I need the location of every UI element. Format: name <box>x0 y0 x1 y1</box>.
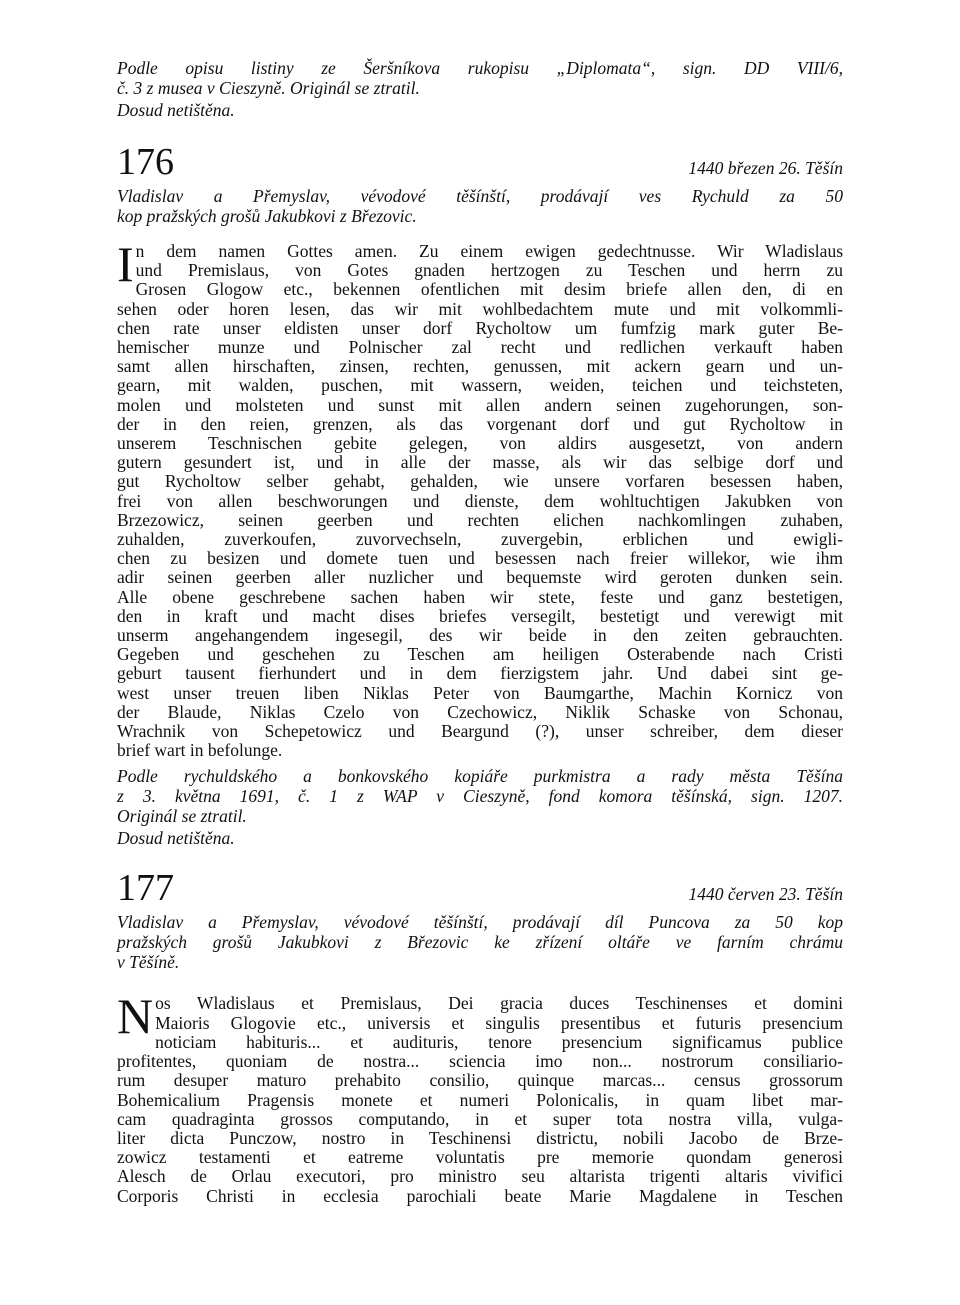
drop-cap: N <box>117 988 154 1045</box>
doc-176-heading <box>117 142 843 182</box>
text-line: unserem Teschnischen gebite gelegen, von aldirs ausgesetzt, von andern <box>117 433 843 454</box>
text-line: liter dicta Punczow, nostro in Teschinensi districtu, nobili Jacobo de Brze- <box>117 1127 843 1148</box>
print-status: Dosud netištěna. <box>117 828 235 849</box>
text-line: n dem namen Gottes amen. Zu einem ewigen gedechtnusse. Wir Wladislaus <box>135 241 843 261</box>
regest-line: kop pražských grošů Jakubkovi z Březovic. <box>117 206 417 226</box>
text-line: Maioris Glogovie etc., universis et singulis presentibus et futuris presencium <box>155 1012 843 1033</box>
text-line: Wrachnik von Schepetowicz und Beargund (?), unser schreiber, dem dieser <box>117 721 843 742</box>
text-line: Podle rychuldského a bonkovského kopiáře purkmistra a rady města Těšína <box>117 766 843 787</box>
text-line: unserm angehangendem ingesegil, des wir beide in den zeiten gebrauchten. <box>117 625 843 646</box>
doc-date: 1440 březen 26. Těšín <box>688 158 843 178</box>
document-page <box>117 58 843 1206</box>
doc-177-regest <box>117 912 843 972</box>
text-line: rum desuper maturo prehabito consilio, quinque marcas... census grossorum <box>117 1070 843 1091</box>
text-line: und Premislaus, von Gotes gnaden hertzogen zu Teschen und herrn zu <box>135 260 843 281</box>
text-line: Brzezowicz, seinen geerben und rechten elichen nachkomlingen zuhaben, <box>117 509 843 530</box>
text-line: geburt tausent fierhundert und in dem fierzigstem jahr. Und dabei sint ge- <box>117 663 843 684</box>
doc-177-heading <box>117 868 843 908</box>
text-line: chen zu besizen und domete tuen und besessen nach freier willekor, wie ihm <box>117 548 843 569</box>
text-line: brief wart in befolunge. <box>117 740 283 761</box>
text-line: den in kraft und macht dises briefes versegilt, bestetigt und verewigt mit <box>117 605 843 626</box>
text-line: profitentes, quoniam de nostra... sciencia imo non... nostrorum consiliario- <box>117 1051 843 1072</box>
text-line: z 3. května 1691, č. 1 z WAP v Cieszyně, fond komora těšínská, sign. 1207. <box>117 786 843 807</box>
doc-number: 176 <box>117 141 174 183</box>
regest-line: Vladislav a Přemyslav, vévodové těšínští, prodávají ves Rychuld za 50 <box>117 186 843 206</box>
text-line: Originál se ztratil. <box>117 806 247 827</box>
text-line: adir seinen geerben aller nuzlicher und bequemste wird geroten dunken sein. <box>117 567 843 588</box>
text-line: Alesch de Orlau executori, pro ministro seu altarista trigenti altaris vivifici <box>117 1166 843 1187</box>
text-line: Gegeben und geschehen zu Teschen am heiligen Osterabende nach Cristi <box>117 644 843 665</box>
drop-cap: I <box>117 236 134 292</box>
text-line: gut Rycholtow selber gehabt, gehalden, wie unsere vorfaren besessen haben, <box>117 471 843 492</box>
text-line: samt allen hirschaften, zinsen, rechten, genussen, mit ackern gearn und un- <box>117 356 843 377</box>
text-line: noticiam habituris... et audituris, tenore presencium significamus publice <box>155 1031 843 1052</box>
text-line: Corporis Christi in ecclesia parochiali beate Marie Magdalene in Teschen <box>117 1185 843 1206</box>
doc-177-text <box>117 988 843 1206</box>
text-line: v Těšíně. <box>117 952 180 973</box>
text-line: frei von allen beschworungen und dienste, dem wohltuchtigen Jakubken von <box>117 490 843 511</box>
doc-number: 177 <box>117 867 174 910</box>
doc-176-source-note <box>117 766 843 826</box>
text-line: Grosen Glogow etc., bekennen ofentlichen mit desim briefe allen den, di en <box>135 279 843 300</box>
text-line: hemischer munze und Polnischer zal recht und redlichen verkauft haben <box>117 337 843 358</box>
text-line: der in den reien, grenzen, als das vorgenant dorf und gut Rycholtow in <box>117 413 843 434</box>
text-line: pražských grošů Jakubkovi z Březovic ke zřízení oltáře ve farním chrámu <box>117 932 843 953</box>
top-source-note <box>117 58 843 98</box>
text-line: der Blaude, Niklas Czelo von Czechowicz, Niklik Schaske von Schonau, <box>117 701 843 722</box>
text-line: molen und molsteten und sunst mit allen andern seinen zugehorungen, son- <box>117 394 843 415</box>
text-line: os Wladislaus et Premislaus, Dei gracia duces Teschinenses et domini <box>155 993 843 1014</box>
note-line: Podle opisu listiny ze Šeršníkova rukopisu „Diplomata“, sign. DD VIII/6, <box>117 58 843 78</box>
text-line: zuhalden, zuverkoufen, zuvorvechseln, zuvergebin, erblichen und ewigli- <box>117 529 843 550</box>
text-line: chen rate unser eldisten unser dorf Rycholtow um fumfzig mark guter Be- <box>117 317 843 338</box>
doc-176-text <box>117 236 843 761</box>
text-line: gutern gesundert ist, und in alle der masse, als wir das selbige dorf und <box>117 452 843 473</box>
text-line: Bohemicalium Pragensis monete et numeri Polonicalis, in quam libet mar- <box>117 1089 843 1110</box>
text-line: sehen oder horen lesen, das wir mit wohlbedachtem mute und mit volkommli- <box>117 298 843 319</box>
text-line: zowicz testamenti et eatreme voluntatis pre memorie quondam generosi <box>117 1147 843 1168</box>
text-line: west unser treuen liben Niklas Peter von Baumgarthe, Machin Kornicz von <box>117 682 843 703</box>
doc-date: 1440 červen 23. Těšín <box>688 884 843 905</box>
note-line: č. 3 z musea v Cieszyně. Originál se ztratil. <box>117 78 420 98</box>
text-line: Vladislav a Přemyslav, vévodové těšínští, prodávají díl Puncova za 50 kop <box>117 912 843 933</box>
text-line: cam quadraginta grossos computando, in et super tota nostra villa, vulga- <box>117 1108 843 1129</box>
print-status: Dosud netištěna. <box>117 100 235 120</box>
text-line: Alle obene geschrebene sachen haben wir stete, feste und ganz bestetigen, <box>117 586 843 607</box>
text-line: gearn, mit walden, puschen, mit wassern, weiden, teichen und teichsteten, <box>117 375 843 396</box>
doc-176-regest <box>117 186 843 226</box>
